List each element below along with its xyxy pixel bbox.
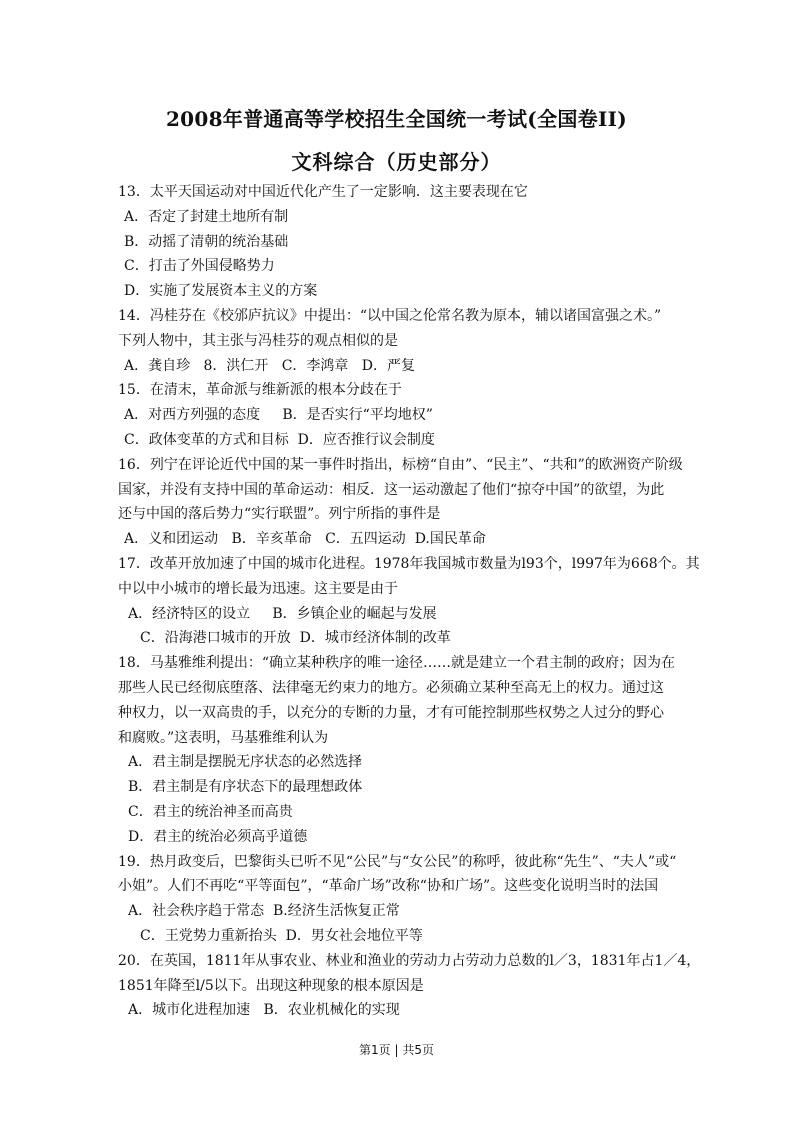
text-line: C．打击了外国侵略势力 [124,258,275,274]
text-line: 那些人民已经彻底堕落、法律毫无约束力的地方。必须确立某种至高无上的权力。通过这 [118,680,664,696]
text-line: C．沿海港口城市的开放 D．城市经济体制的改革 [140,630,451,646]
text-line: 种权力，以一双高贵的手，以充分的专断的力量，才有可能控制那些权势之人过分的野心 [118,705,664,721]
text-line: C．政体变革的方式和目标 D．应否推行议会制度 [124,432,435,448]
text-line: 中以中小城市的增长最为迅速。这主要是由于 [118,581,398,597]
text-line: 16．列宁在评论近代中国的某一事件时指出，标榜“自由”、“民主”、“共和”的欧洲资产阶级 [118,457,683,473]
text-line: A．龚自珍 8．洪仁开 C．李鸿章 D．严复 [124,358,416,374]
text-line: 19．热月政变后，巴黎街头已听不见“公民”与“女公民”的称呼，彼此称“先生”、“夫人”或“ [118,854,677,870]
text-line: 18．马基雅维利提出：“确立某种秩序的唯一途径……就是建立一个君主制的政府；因为在 [118,655,675,671]
text-line: 15．在清末，革命派与维新派的根本分歧在于 [118,382,402,398]
document-title: 2008年普通高等学校招生全国统一考试(全国卷II) [165,107,628,131]
text-line: 下列人物中，其主张与冯桂芬的观点相似的是 [118,333,398,349]
document-subtitle: 文科综合（历史部分） [291,150,502,174]
text-line: 国家，并没有支持中国的革命运动：相反．这一运动激起了他们“掠夺中国”的欲望，为此 [118,482,665,498]
text-line: C．王党势力重新抬头 D．男女社会地位平等 [140,928,423,944]
text-line: C．君主的统治神圣而高贵 [128,804,293,820]
text-line: 14．冯桂芬在《校邠庐抗议》中提出：“以中国之伦常名教为原本，辅以诸国富强之术。” [118,308,662,324]
text-line: A．城市化进程加速 B．农业机械化的实现 [128,1002,400,1018]
page-footer: 第1页 | 共5页 [359,1043,434,1057]
text-line: 和腐败。”这表明，马基雅维利认为 [118,730,329,746]
text-line: A．否定了封建土地所有制 [124,209,289,225]
text-line: B．动摇了清朝的统治基础 [124,234,289,250]
text-line: D．君主的统治必须高乎道德 [128,829,308,845]
text-line: 1851年降至l/5以下。出现这种现象的根本原因是 [118,978,424,994]
text-line: A．社会秩序趋于常态 B.经济生活恢复正常 [128,903,400,919]
text-line: 17．改革开放加速了中国的城市化进程。1978年我国城市数量为l93个，l997年为668个。其 [118,556,700,572]
text-line: A．经济特区的设立 B．乡镇企业的崛起与发展 [128,606,437,622]
text-line: B．君主制是有序状态下的最理想政体 [128,779,363,795]
text-line: A．君主制是摆脱无序状态的必然选择 [128,754,363,770]
text-line: A．义和团运动 B．辛亥革命 C．五四运动 D.国民革命 [124,531,486,547]
text-line: 还与中国的落后势力“实行联盟”。列宁所指的事件是 [118,506,441,522]
text-line: 20．在英国，1811年从事农业、林业和渔业的劳动力占劳动力总数的l／3，1831年占1／4， [118,953,701,969]
text-line: A．对西方列强的态度 B．是否实行“平均地权” [124,407,433,423]
text-line: 13．太平天国运动对中国近代化产生了一定影响．这主要表现在它 [118,184,528,200]
text-line: D．实施了发展资本主义的方案 [124,283,318,299]
text-line: 小姐”。人们不再吃“平等面包”，“革命广场”改称“协和广场”。这些变化说明当时的法国 [118,878,659,894]
